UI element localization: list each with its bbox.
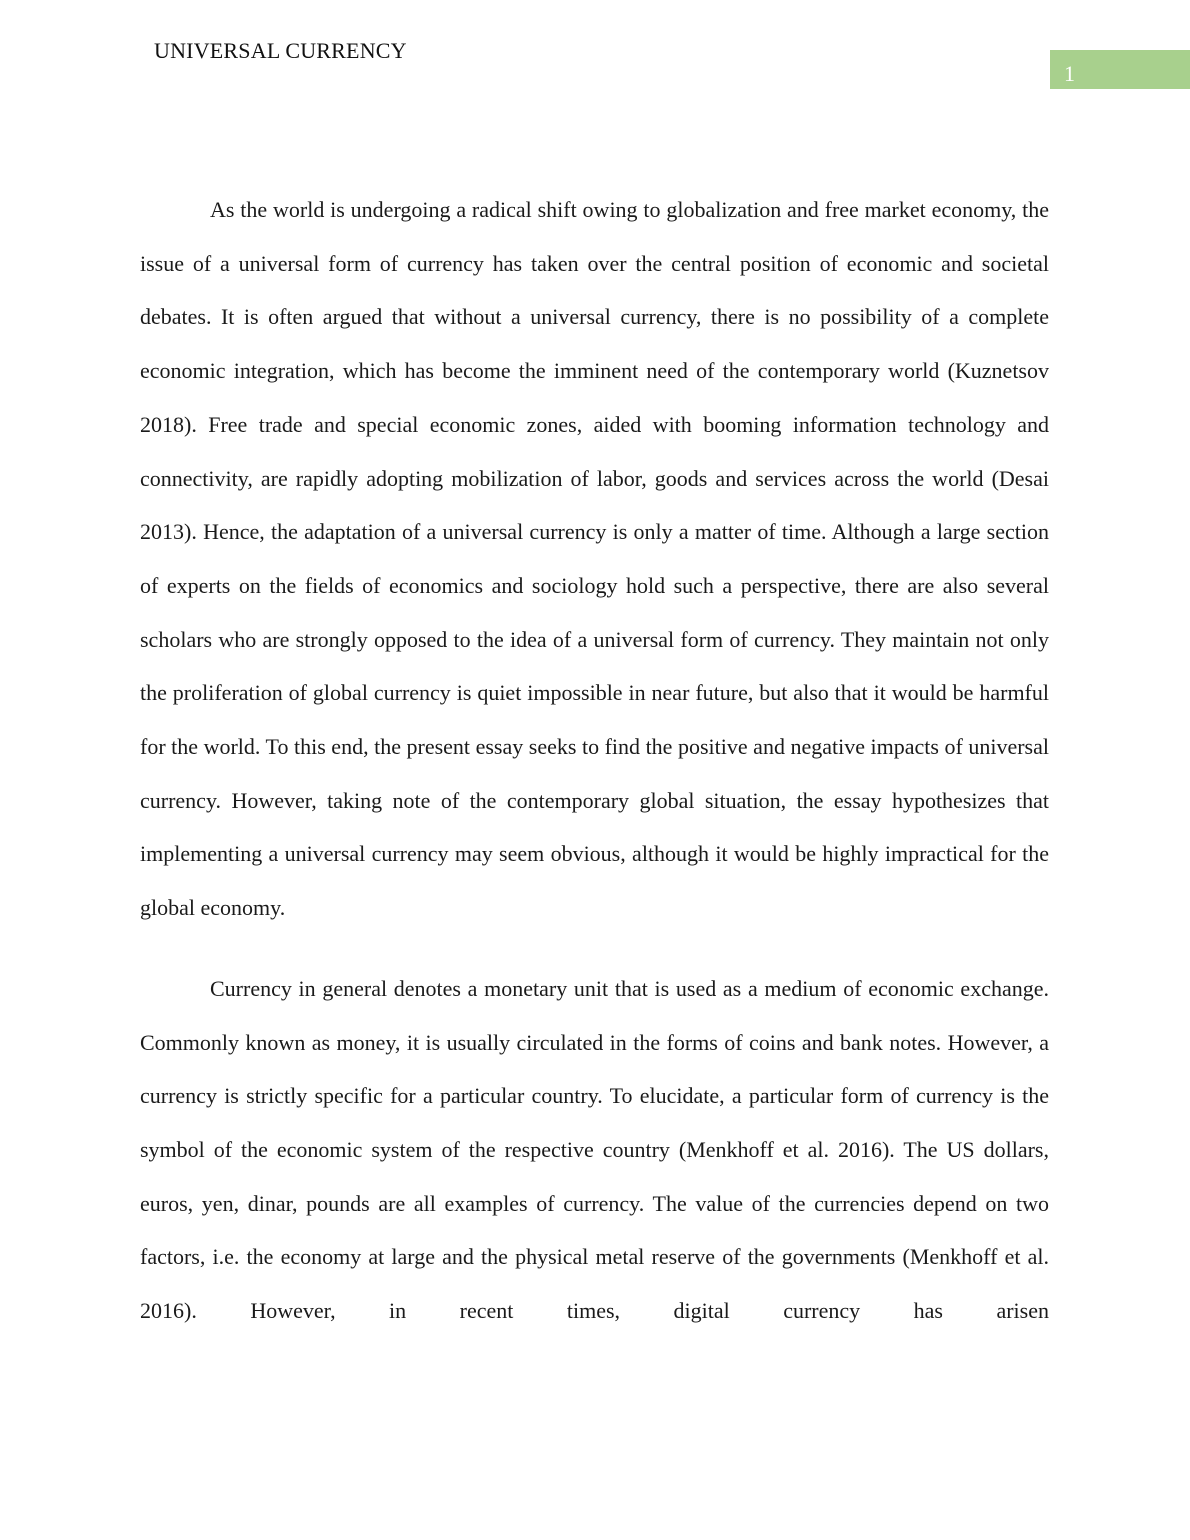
page-number-tab [1050, 50, 1190, 89]
essay-body [140, 183, 1049, 1338]
running-head: UNIVERSAL CURRENCY [154, 38, 407, 63]
paragraph-currency-definition: Currency in general denotes a monetary unit that is used as a medium of economic exchange. Commonly known as money, it is usually circulated in the forms of coins and bank notes. However, a currency is strictly specific for a particular country. To elucidate, a particular form of currency is the symbol of the economic system of the respective country (Menkhoff et al. 2016). The US dollars, euros, yen, dinar, pounds are all examples of currency. The value of the currencies depend on two factors, i.e. the economy at large and the physical metal reserve of the governments (Menkhoff et al. 2016). However, in recent times, digital currency has arisen [140, 975, 1049, 1324]
page-number: 1 [1064, 61, 1075, 86]
paragraph-intro: As the world is undergoing a radical shift owing to globalization and free market economy, the issue of a universal form of currency has taken over the central position of economic and societal debates. It is often argued that without a universal currency, there is no possibility of a complete economic integration, which has become the imminent need of the contemporary world (Kuznetsov 2018). Free trade and special economic zones, aided with booming information technology and connectivity, are rapidly adopting mobilization of labor, goods and services across the world (Desai 2013). Hence, the adaptation of a universal currency is only a matter of time. Although a large section of experts on the fields of economics and sociology hold such a perspective, there are also several scholars who are strongly opposed to the idea of a universal form of currency. They maintain not only the proliferation of global currency is quiet impossible in near future, but also that it would be harmful for the world. To this end, the present essay seeks to find the positive and negative impacts of universal currency. However, taking note of the contemporary global situation, the essay hypothesizes that implementing a universal currency may seem obvious, although it would be highly impractical for the global economy. [140, 197, 1049, 921]
